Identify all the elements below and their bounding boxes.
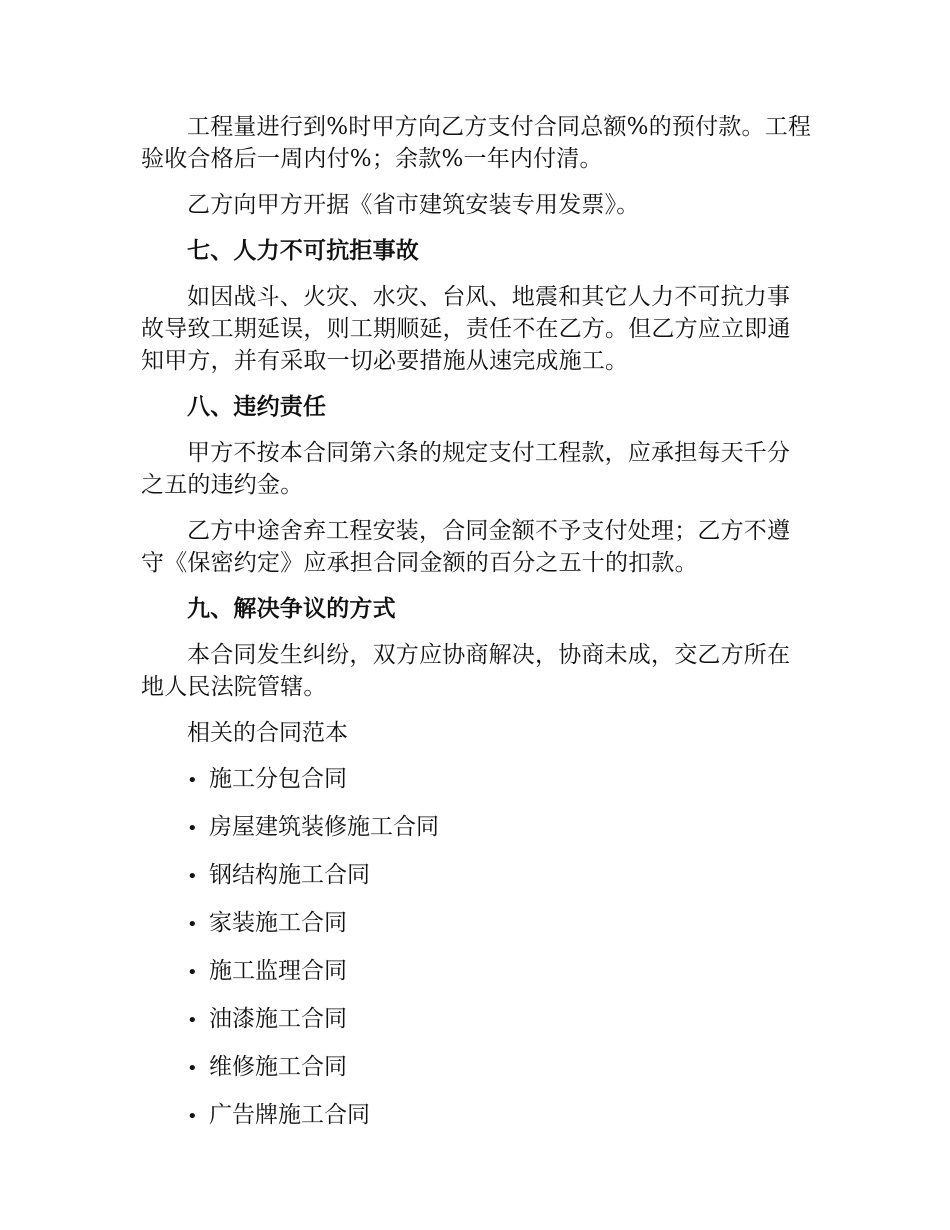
paragraph-dispute: 本合同发生纠纷，双方应协商解决，协商未成，交乙方所在地人民法院管辖。	[141, 642, 791, 700]
list-item-label: 油漆施工合同	[209, 1006, 347, 1032]
paragraph-payment-terms: 工程量进行到%时甲方向乙方支付合同总额%的预付款。工程验收合格后一周内付%；余款%一年内付清。	[141, 114, 812, 172]
related-templates-list	[141, 763, 813, 1133]
bullet-icon: •	[187, 818, 198, 839]
paragraph-force-majeure: 如因战斗、火灾、水灾、台风、地震和其它人力不可抗力事故导致工期延误，则工期顺延，责任不在乙方。但乙方应立即通知甲方，并有采取一切必要措施从速完成施工。	[141, 284, 791, 374]
list-item[interactable]	[141, 1099, 813, 1133]
section-heading-dispute: 九、解决争议的方式	[187, 595, 396, 622]
list-item[interactable]	[141, 1003, 813, 1037]
bullet-icon: •	[187, 1058, 198, 1079]
list-item[interactable]	[141, 1051, 813, 1085]
list-item-label: 维修施工合同	[209, 1054, 347, 1080]
bullet-icon: •	[187, 1106, 198, 1127]
list-item[interactable]	[141, 955, 813, 989]
list-item[interactable]	[141, 763, 813, 797]
list-item-label: 房屋建筑装修施工合同	[209, 814, 439, 840]
paragraph-breach-party-a: 甲方不按本合同第六条的规定支付工程款，应承担每天千分之五的违约金。	[141, 440, 791, 498]
paragraph-breach-party-b: 乙方中途舍弃工程安装，合同金额不予支付处理；乙方不遵守《保密约定》应承担合同金额的百分之五十的扣款。	[141, 518, 791, 576]
related-templates-title: 相关的合同范本	[187, 720, 348, 746]
list-item[interactable]	[141, 859, 813, 893]
paragraph-invoice: 乙方向甲方开据《省市建筑安装专用发票》。	[187, 192, 640, 218]
document-page	[141, 111, 813, 1147]
bullet-icon: •	[187, 770, 198, 791]
bullet-icon: •	[187, 962, 198, 983]
section-heading-breach: 八、违约责任	[187, 393, 327, 420]
section-heading-force-majeure: 七、人力不可抗拒事故	[187, 237, 419, 264]
bullet-icon: •	[187, 914, 198, 935]
list-item-label: 施工分包合同	[209, 766, 347, 792]
bullet-icon: •	[187, 866, 198, 887]
list-item-label: 广告牌施工合同	[209, 1102, 370, 1128]
list-item[interactable]	[141, 811, 813, 845]
list-item[interactable]	[141, 907, 813, 941]
list-item-label: 家装施工合同	[209, 910, 347, 936]
bullet-icon: •	[187, 1010, 198, 1031]
list-item-label: 施工监理合同	[209, 958, 347, 984]
list-item-label: 钢结构施工合同	[209, 862, 370, 888]
